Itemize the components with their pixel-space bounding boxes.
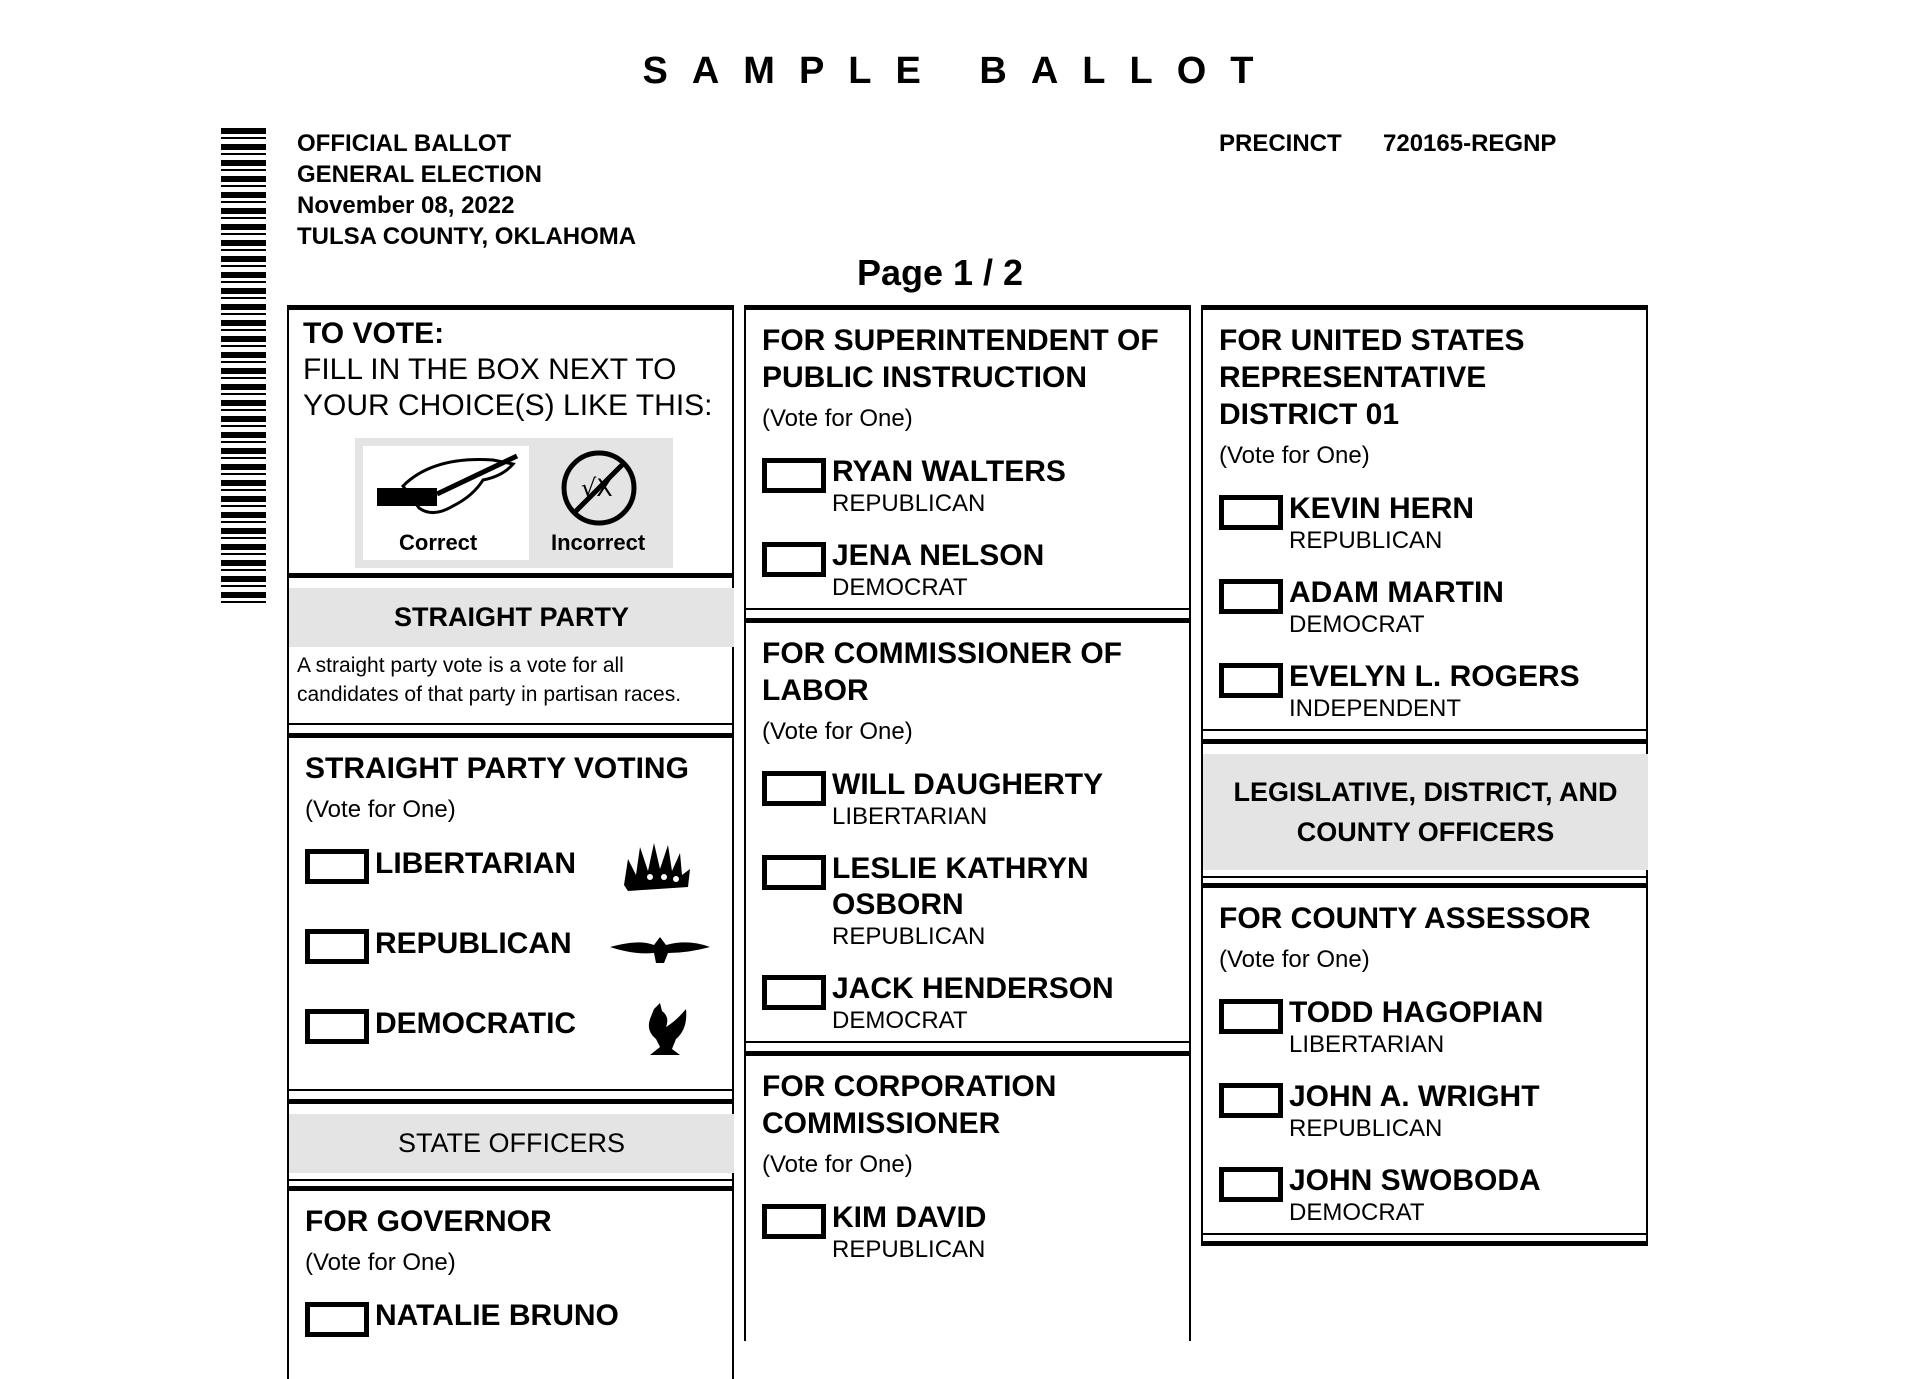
candidate-name: JOHN SWOBODA (1289, 1164, 1541, 1197)
candidate-option[interactable] (1203, 1079, 1646, 1143)
straight-party-voting-heading: STRAIGHT PARTY VOTING (305, 752, 689, 785)
candidate-option[interactable] (746, 767, 1189, 831)
labor-contest (744, 608, 1191, 1041)
precinct (1219, 128, 1556, 159)
candidate-party: DEMOCRAT (1289, 1199, 1425, 1226)
candidate-option[interactable] (1203, 1163, 1646, 1227)
vote-for-one: (Vote for One) (1219, 946, 1370, 973)
candidate-option[interactable] (746, 538, 1189, 602)
straight-party-note: A straight party vote is a vote for all candidates of that party in partisan races. (297, 654, 682, 706)
correct-example (363, 446, 529, 560)
governor-contest (287, 1179, 734, 1379)
vote-for-one: (Vote for One) (762, 405, 913, 432)
candidate-party: LIBERTARIAN (1289, 1031, 1445, 1058)
candidate-party: DEMOCRAT (1289, 611, 1425, 638)
vote-box[interactable] (1219, 495, 1283, 530)
candidate-option[interactable] (1203, 575, 1646, 639)
column-1 (287, 305, 734, 1332)
porcupine-icon (618, 839, 696, 897)
party-option-libertarian[interactable] (289, 839, 732, 919)
candidate-name: JOHN A. WRIGHT (1289, 1080, 1540, 1113)
candidate-party: LIBERTARIAN (832, 803, 988, 830)
state-officers-heading: STATE OFFICERS (289, 1114, 734, 1173)
vote-box[interactable] (305, 849, 369, 884)
candidate-name: TODD HAGOPIAN (1289, 996, 1544, 1029)
candidate-option[interactable] (746, 971, 1189, 1035)
candidate-party: DEMOCRAT (832, 1007, 968, 1034)
precinct-label: PRECINCT (1219, 130, 1342, 157)
instructions-text: FILL IN THE BOX NEXT TO YOUR CHOICE(S) LIKE THIS: (303, 353, 713, 422)
precinct-value: 720165-REGNP (1383, 130, 1557, 157)
column-3 (1201, 305, 1648, 1305)
page-number: Page 1 / 2 (856, 252, 1024, 293)
candidate-party: REPUBLICAN (1289, 1115, 1443, 1142)
state-officers-section (287, 1089, 734, 1179)
candidate-name: WILL DAUGHERTY (832, 768, 1104, 801)
vote-for-one: (Vote for One) (762, 718, 913, 745)
correct-label: Correct (399, 530, 478, 555)
rooster-icon (636, 999, 692, 1059)
incorrect-mark-icon (559, 448, 639, 528)
candidate-option[interactable] (1203, 995, 1646, 1059)
legislative-heading: LEGISLATIVE, DISTRICT, AND COUNTY OFFICERS (1203, 754, 1648, 870)
instructions-heading: TO VOTE: (303, 317, 445, 350)
vote-box[interactable] (305, 1302, 369, 1337)
sample-marking-image (355, 438, 673, 568)
candidate-option[interactable] (746, 454, 1189, 518)
candidate-option[interactable] (289, 1298, 732, 1358)
header-line-3: November 08, 2022 (297, 192, 515, 219)
governor-heading: FOR GOVERNOR (305, 1205, 552, 1238)
candidate-name: KEVIN HERN (1289, 492, 1475, 525)
ballot-title: SAMPLE BALLOT (642, 50, 1278, 92)
vote-box[interactable] (1219, 999, 1283, 1034)
barcode (221, 128, 266, 603)
candidate-name: JACK HENDERSON (832, 972, 1114, 1005)
vote-box[interactable] (1219, 1167, 1283, 1202)
party-name: DEMOCRATIC (375, 1007, 577, 1040)
vote-box[interactable] (1219, 1083, 1283, 1118)
header-line-4: TULSA COUNTY, OKLAHOMA (297, 223, 637, 250)
candidate-name: KIM DAVID (832, 1201, 987, 1234)
vote-box[interactable] (762, 458, 826, 493)
straight-party-voting (287, 723, 734, 1089)
candidate-option[interactable] (1203, 491, 1646, 555)
candidate-party: REPUBLICAN (832, 923, 986, 950)
incorrect-label: Incorrect (551, 530, 646, 555)
candidate-party: REPUBLICAN (832, 1236, 986, 1263)
candidate-party: DEMOCRAT (832, 574, 968, 601)
candidate-name: LESLIE KATHRYN OSBORN (832, 852, 1089, 921)
eagle-icon (608, 929, 712, 969)
vote-box[interactable] (762, 771, 826, 806)
ballot-header (297, 128, 636, 252)
contest-heading: FOR UNITED STATES REPRESENTATIVE DISTRICT 01 (1219, 324, 1525, 431)
straight-party-info (287, 573, 734, 723)
candidate-name: ADAM MARTIN (1289, 576, 1504, 609)
contest-heading: FOR CORPORATION COMMISSIONER (762, 1070, 1057, 1140)
contest-heading: FOR COMMISSIONER OF LABOR (762, 637, 1122, 707)
instructions-box (287, 305, 734, 573)
header-line-1: OFFICIAL BALLOT (297, 130, 512, 157)
party-name: LIBERTARIAN (375, 847, 577, 880)
contest-heading: FOR COUNTY ASSESSOR (1219, 902, 1591, 935)
superintendent-contest (744, 305, 1191, 608)
party-option-democratic[interactable] (289, 999, 732, 1079)
vote-box[interactable] (305, 1009, 369, 1044)
party-name: REPUBLICAN (375, 927, 572, 960)
candidate-name: RYAN WALTERS (832, 455, 1066, 488)
straight-party-heading: STRAIGHT PARTY (289, 588, 734, 647)
us-rep-contest (1201, 305, 1648, 729)
candidate-party: INDEPENDENT (1289, 695, 1462, 722)
contest-heading: FOR SUPERINTENDENT OF PUBLIC INSTRUCTION (762, 324, 1159, 394)
column-2 (744, 305, 1191, 1305)
header-line-2: GENERAL ELECTION (297, 161, 542, 188)
party-option-republican[interactable] (289, 919, 732, 999)
candidate-name: JENA NELSON (832, 539, 1045, 572)
candidate-party: REPUBLICAN (832, 490, 986, 517)
vote-box[interactable] (762, 855, 826, 890)
legislative-section (1201, 729, 1648, 876)
vote-box[interactable] (1219, 663, 1283, 698)
svg-text:√X: √X (581, 474, 613, 502)
vote-for-one: (Vote for One) (305, 796, 456, 823)
vote-for-one: (Vote for One) (1219, 442, 1370, 469)
candidate-option[interactable] (746, 851, 1189, 951)
vote-for-one: (Vote for One) (762, 1151, 913, 1178)
corporation-contest (744, 1041, 1191, 1341)
candidate-option[interactable] (1203, 659, 1646, 723)
vote-box[interactable] (1219, 579, 1283, 614)
vote-box[interactable] (305, 929, 369, 964)
vote-box[interactable] (762, 542, 826, 577)
candidate-party: REPUBLICAN (1289, 527, 1443, 554)
vote-box[interactable] (762, 1204, 826, 1239)
vote-for-one: (Vote for One) (305, 1249, 456, 1276)
assessor-contest (1201, 876, 1648, 1246)
candidate-name: NATALIE BRUNO (375, 1299, 619, 1332)
vote-box[interactable] (762, 975, 826, 1010)
candidate-option[interactable] (746, 1200, 1189, 1264)
candidate-name: EVELYN L. ROGERS (1289, 660, 1580, 693)
